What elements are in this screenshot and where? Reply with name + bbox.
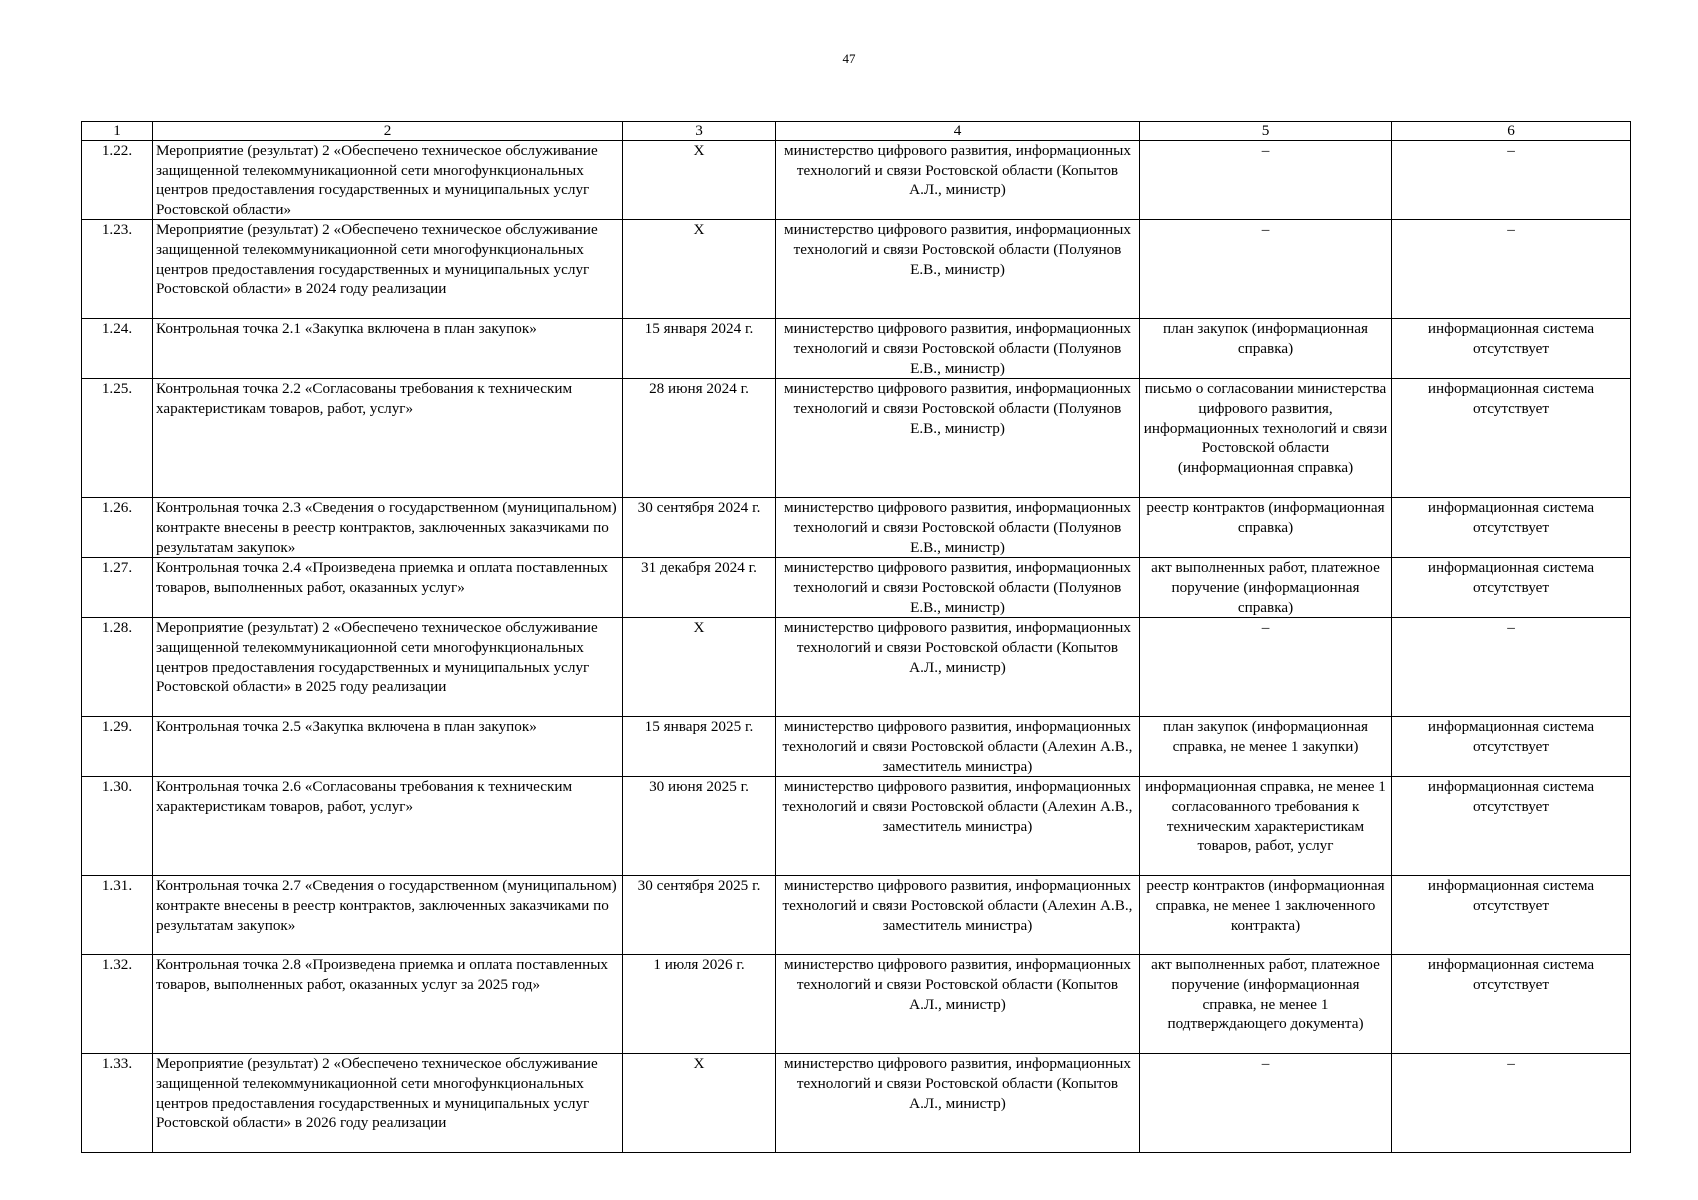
row-name: Контрольная точка 2.5 «Закупка включена в план закупок» bbox=[153, 717, 623, 777]
table-row bbox=[82, 777, 1631, 876]
row-responsible: министерство цифрового развития, информационных технологий и связи Ростовской области (Полуянов Е.В., министр) bbox=[776, 220, 1140, 319]
row-information-system: информационная система отсутствует bbox=[1392, 955, 1631, 1054]
row-information-system: – bbox=[1392, 141, 1631, 220]
row-document: письмо о согласовании министерства цифрового развития, информационных технологий и связи Ростовской области (информационная справка) bbox=[1140, 379, 1392, 498]
row-number: 1.33. bbox=[82, 1054, 153, 1153]
row-date: 31 декабря 2024 г. bbox=[623, 558, 776, 618]
row-date: Х bbox=[623, 618, 776, 717]
row-name: Мероприятие (результат) 2 «Обеспечено техническое обслуживание защищенной телекоммуникационной сети многофункциональных центров предоставления государственных и муниципальных услуг Ростовской области» в 2026 году реализации bbox=[153, 1054, 623, 1153]
row-number: 1.29. bbox=[82, 717, 153, 777]
row-name: Контрольная точка 2.6 «Согласованы требования к техническим характеристикам товаров, работ, услуг» bbox=[153, 777, 623, 876]
row-responsible: министерство цифрового развития, информационных технологий и связи Ростовской области (Копытов А.Л., министр) bbox=[776, 618, 1140, 717]
row-date: 1 июля 2026 г. bbox=[623, 955, 776, 1054]
table-row bbox=[82, 379, 1631, 498]
row-name: Контрольная точка 2.2 «Согласованы требования к техническим характеристикам товаров, работ, услуг» bbox=[153, 379, 623, 498]
row-name: Мероприятие (результат) 2 «Обеспечено техническое обслуживание защищенной телекоммуникационной сети многофункциональных центров предоставления государственных и муниципальных услуг Ростовской области» в 2024 году реализации bbox=[153, 220, 623, 319]
column-header: 1 bbox=[82, 122, 153, 141]
table-row bbox=[82, 220, 1631, 319]
row-number: 1.31. bbox=[82, 876, 153, 955]
row-name: Контрольная точка 2.1 «Закупка включена в план закупок» bbox=[153, 319, 623, 379]
table-row bbox=[82, 1054, 1631, 1153]
table-row bbox=[82, 876, 1631, 955]
row-number: 1.27. bbox=[82, 558, 153, 618]
row-date: Х bbox=[623, 220, 776, 319]
row-responsible: министерство цифрового развития, информационных технологий и связи Ростовской области (Алехин А.В., заместитель министра) bbox=[776, 876, 1140, 955]
plan-table bbox=[81, 121, 1631, 1153]
row-document: план закупок (информационная справка) bbox=[1140, 319, 1392, 379]
row-date: Х bbox=[623, 1054, 776, 1153]
column-header: 4 bbox=[776, 122, 1140, 141]
row-date: 15 января 2024 г. bbox=[623, 319, 776, 379]
row-document: реестр контрактов (информационная справка) bbox=[1140, 498, 1392, 558]
row-responsible: министерство цифрового развития, информационных технологий и связи Ростовской области (Копытов А.Л., министр) bbox=[776, 1054, 1140, 1153]
row-document: акт выполненных работ, платежное поручение (информационная справка) bbox=[1140, 558, 1392, 618]
row-responsible: министерство цифрового развития, информационных технологий и связи Ростовской области (Алехин А.В., заместитель министра) bbox=[776, 777, 1140, 876]
row-number: 1.24. bbox=[82, 319, 153, 379]
column-header: 5 bbox=[1140, 122, 1392, 141]
row-document: акт выполненных работ, платежное поручение (информационная справка, не менее 1 подтверждающего документа) bbox=[1140, 955, 1392, 1054]
row-responsible: министерство цифрового развития, информационных технологий и связи Ростовской области (Полуянов Е.В., министр) bbox=[776, 498, 1140, 558]
column-header: 2 bbox=[153, 122, 623, 141]
row-number: 1.32. bbox=[82, 955, 153, 1054]
table-row bbox=[82, 141, 1631, 220]
row-document: информационная справка, не менее 1 согласованного требования к техническим характеристикам товаров, работ, услуг bbox=[1140, 777, 1392, 876]
row-responsible: министерство цифрового развития, информационных технологий и связи Ростовской области (Полуянов Е.В., министр) bbox=[776, 379, 1140, 498]
row-document: – bbox=[1140, 618, 1392, 717]
row-date: 15 января 2025 г. bbox=[623, 717, 776, 777]
table-row bbox=[82, 319, 1631, 379]
row-information-system: информационная система отсутствует bbox=[1392, 876, 1631, 955]
row-name: Контрольная точка 2.4 «Произведена приемка и оплата поставленных товаров, выполненных работ, оказанных услуг» bbox=[153, 558, 623, 618]
row-number: 1.25. bbox=[82, 379, 153, 498]
row-information-system: информационная система отсутствует bbox=[1392, 777, 1631, 876]
row-document: – bbox=[1140, 141, 1392, 220]
row-information-system: – bbox=[1392, 618, 1631, 717]
row-information-system: информационная система отсутствует bbox=[1392, 558, 1631, 618]
row-number: 1.30. bbox=[82, 777, 153, 876]
column-header: 6 bbox=[1392, 122, 1631, 141]
row-information-system: – bbox=[1392, 220, 1631, 319]
row-date: 30 июня 2025 г. bbox=[623, 777, 776, 876]
row-document: – bbox=[1140, 1054, 1392, 1153]
row-name: Мероприятие (результат) 2 «Обеспечено техническое обслуживание защищенной телекоммуникационной сети многофункциональных центров предоставления государственных и муниципальных услуг Ростовской области» bbox=[153, 141, 623, 220]
row-name: Контрольная точка 2.8 «Произведена приемка и оплата поставленных товаров, выполненных работ, оказанных услуг за 2025 год» bbox=[153, 955, 623, 1054]
row-name: Контрольная точка 2.3 «Сведения о государственном (муниципальном) контракте внесены в реестр контрактов, заключенных заказчиками по результатам закупок» bbox=[153, 498, 623, 558]
row-date: 30 сентября 2025 г. bbox=[623, 876, 776, 955]
row-document: – bbox=[1140, 220, 1392, 319]
row-document: реестр контрактов (информационная справка, не менее 1 заключенного контракта) bbox=[1140, 876, 1392, 955]
row-information-system: информационная система отсутствует bbox=[1392, 717, 1631, 777]
row-date: 28 июня 2024 г. bbox=[623, 379, 776, 498]
table-row bbox=[82, 717, 1631, 777]
row-date: Х bbox=[623, 141, 776, 220]
row-information-system: информационная система отсутствует bbox=[1392, 498, 1631, 558]
row-information-system: – bbox=[1392, 1054, 1631, 1153]
table-row bbox=[82, 558, 1631, 618]
row-information-system: информационная система отсутствует bbox=[1392, 379, 1631, 498]
row-number: 1.22. bbox=[82, 141, 153, 220]
row-name: Мероприятие (результат) 2 «Обеспечено техническое обслуживание защищенной телекоммуникационной сети многофункциональных центров предоставления государственных и муниципальных услуг Ростовской области» в 2025 году реализации bbox=[153, 618, 623, 717]
column-header: 3 bbox=[623, 122, 776, 141]
table-row bbox=[82, 498, 1631, 558]
page-number: 47 bbox=[842, 51, 856, 66]
row-information-system: информационная система отсутствует bbox=[1392, 319, 1631, 379]
row-responsible: министерство цифрового развития, информационных технологий и связи Ростовской области (Копытов А.Л., министр) bbox=[776, 955, 1140, 1054]
row-date: 30 сентября 2024 г. bbox=[623, 498, 776, 558]
table-header-row bbox=[82, 122, 1631, 141]
row-responsible: министерство цифрового развития, информационных технологий и связи Ростовской области (Копытов А.Л., министр) bbox=[776, 141, 1140, 220]
row-number: 1.26. bbox=[82, 498, 153, 558]
table-row bbox=[82, 955, 1631, 1054]
row-number: 1.28. bbox=[82, 618, 153, 717]
row-responsible: министерство цифрового развития, информационных технологий и связи Ростовской области (Полуянов Е.В., министр) bbox=[776, 319, 1140, 379]
row-responsible: министерство цифрового развития, информационных технологий и связи Ростовской области (Полуянов Е.В., министр) bbox=[776, 558, 1140, 618]
table-row bbox=[82, 618, 1631, 717]
row-responsible: министерство цифрового развития, информационных технологий и связи Ростовской области (Алехин А.В., заместитель министра) bbox=[776, 717, 1140, 777]
row-number: 1.23. bbox=[82, 220, 153, 319]
row-name: Контрольная точка 2.7 «Сведения о государственном (муниципальном) контракте внесены в реестр контрактов, заключенных заказчиками по результатам закупок» bbox=[153, 876, 623, 955]
row-document: план закупок (информационная справка, не менее 1 закупки) bbox=[1140, 717, 1392, 777]
